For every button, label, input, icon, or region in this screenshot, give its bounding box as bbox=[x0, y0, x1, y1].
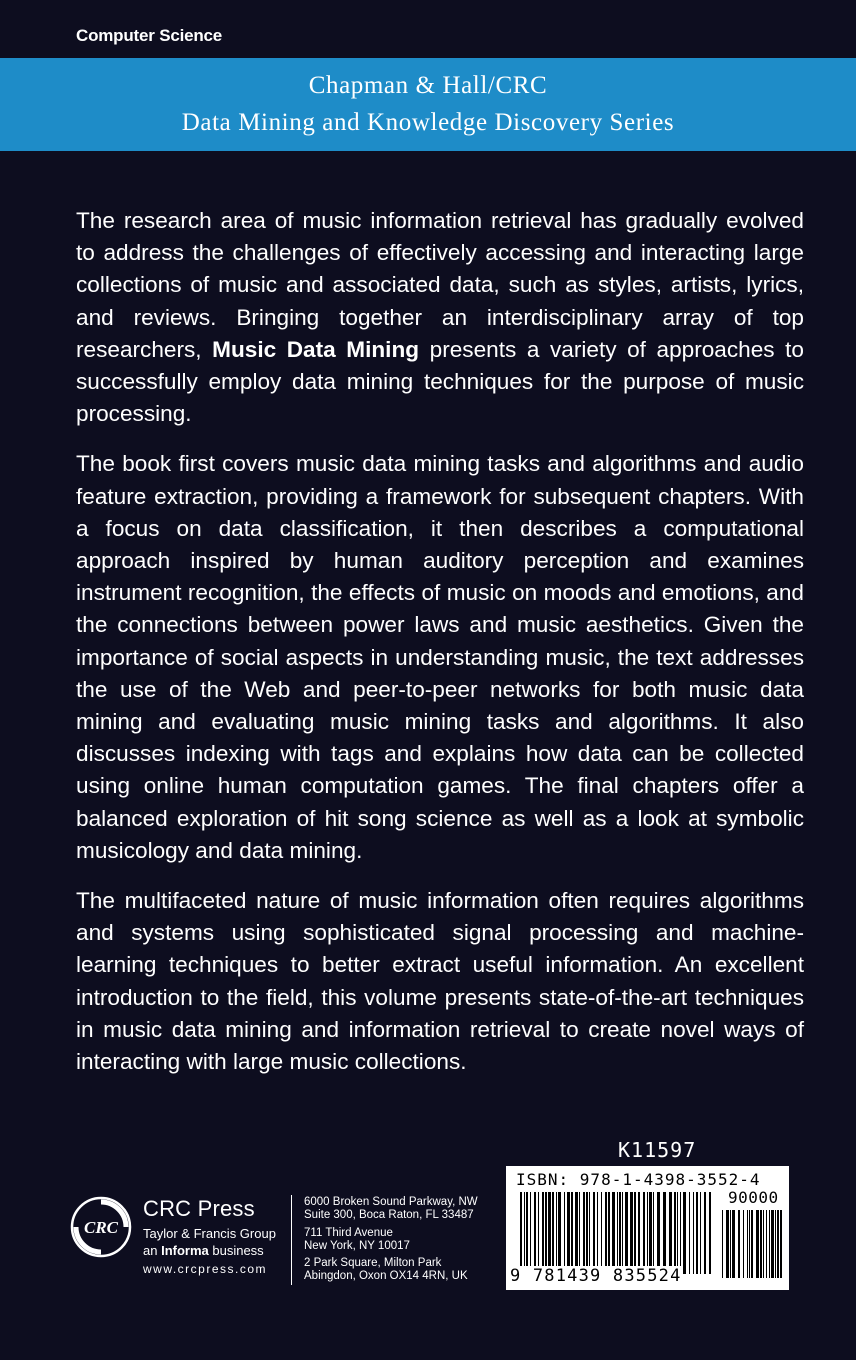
series-publisher: Chapman & Hall/CRC bbox=[308, 72, 548, 99]
paragraph-1-start: The research area of music information retrieval has gradually evolved to address the challenges of effectively accessing and interacting large collections of music and associated data, such as styles, artists, lyrics, and reviews. Bringing together an interdisciplinary array of top researchers, bbox=[76, 208, 804, 362]
publisher-name: CRC Press bbox=[143, 1196, 255, 1221]
paragraph-1-end: presents a variety of approaches to successfully employ data mining techniques for the purpose of music processing. bbox=[76, 336, 804, 427]
divider bbox=[291, 1195, 292, 1285]
publisher-group: Taylor & Francis Group bbox=[143, 1226, 276, 1241]
crc-logo-icon bbox=[70, 1196, 132, 1258]
address-abingdon bbox=[304, 1257, 468, 1283]
address-line: Suite 300, Boca Raton, FL 33487 bbox=[304, 1209, 474, 1221]
publisher-tagline bbox=[143, 1243, 264, 1258]
address-line: Abingdon, Oxon OX14 4RN, UK bbox=[304, 1270, 468, 1282]
category-label: Computer Science bbox=[76, 26, 223, 45]
price-code: 90000 bbox=[728, 1188, 779, 1207]
address-line: 711 Third Avenue bbox=[304, 1227, 393, 1239]
paragraph-1 bbox=[76, 205, 804, 430]
series-title: Data Mining and Knowledge Discovery Series bbox=[181, 109, 675, 136]
address-line: New York, NY 10017 bbox=[304, 1240, 410, 1252]
barcode-box bbox=[506, 1166, 789, 1290]
tagline-brand: Informa bbox=[161, 1243, 209, 1258]
address-line: 2 Park Square, Milton Park bbox=[304, 1257, 442, 1269]
book-title-inline: Music Data Mining bbox=[212, 336, 420, 362]
publisher-url[interactable]: www.crcpress.com bbox=[143, 1262, 268, 1276]
tagline-suffix: business bbox=[208, 1243, 264, 1258]
address-boca-raton bbox=[304, 1196, 478, 1222]
address-new-york bbox=[304, 1227, 410, 1253]
logo-text: CRC bbox=[83, 1218, 119, 1237]
paragraph-3: The multifaceted nature of music information often requires algorithms and systems using sophisticated signal processing and machine-learning techniques to better extract useful information. An excellent introduction to the field, this volume presents state-of-the-art techniques in music data mining and information retrieval to create novel ways of interacting with large music collections. bbox=[76, 888, 804, 1075]
barcode-digits: 9 781439 835524 bbox=[510, 1266, 682, 1286]
isbn-number: ISBN: 978-1-4398-3552-4 bbox=[516, 1170, 761, 1189]
description bbox=[76, 205, 804, 1096]
paragraph-2: The book first covers music data mining tasks and algorithms and audio feature extraction, providing a framework for subsequent chapters. With a focus on data classification, it then describes a computational approach inspired by human auditory perception and examines instrument recognition, the effects of music on moods and emotions, and the connections between power laws and music aesthetics. Given the importance of social aspects in understanding music, the text addresses the use of the Web and peer-to-peer networks for both music data mining and evaluating music mining tasks and algorithms. It also discusses indexing with tags and explains how data can be collected using online human computation games. The final chapters offer a balanced exploration of hit song science as well as a look at symbolic musicology and data mining. bbox=[76, 451, 804, 863]
address-line: 6000 Broken Sound Parkway, NW bbox=[304, 1196, 478, 1208]
series-banner bbox=[0, 58, 856, 151]
tagline-prefix: an bbox=[143, 1243, 162, 1258]
product-code: K11597 bbox=[618, 1138, 697, 1162]
